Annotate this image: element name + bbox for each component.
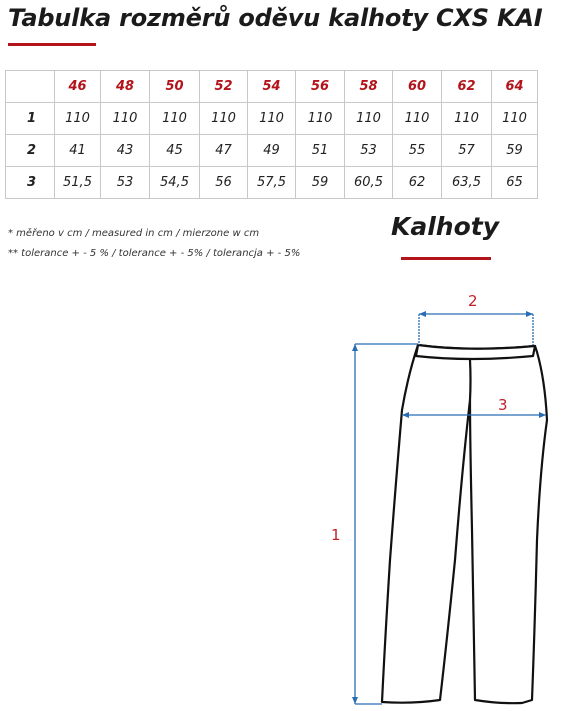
- table-cell: 55: [393, 135, 442, 167]
- size-header: 48: [101, 71, 150, 103]
- table-cell: 59: [296, 167, 345, 199]
- table-cell: 53: [345, 135, 393, 167]
- table-cell: 45: [150, 135, 200, 167]
- diagram-title: Kalhoty: [391, 212, 500, 241]
- table-cell: 110: [248, 103, 296, 135]
- size-header: 52: [200, 71, 248, 103]
- size-header: 46: [55, 71, 101, 103]
- size-header: 54: [248, 71, 296, 103]
- table-cell: 51: [296, 135, 345, 167]
- table-cell: 57,5: [248, 167, 296, 199]
- table-cell: 110: [492, 103, 538, 135]
- table-cell: 110: [150, 103, 200, 135]
- row-label: 1: [6, 103, 55, 135]
- table-cell: 110: [55, 103, 101, 135]
- pants-outline-icon: [382, 345, 547, 703]
- table-cell: 63,5: [442, 167, 492, 199]
- table-cell: 56: [200, 167, 248, 199]
- size-header: 62: [442, 71, 492, 103]
- label-hip: 3: [498, 396, 508, 414]
- table-cell: 53: [101, 167, 150, 199]
- table-cell: 110: [296, 103, 345, 135]
- measure-line-waist: [419, 311, 533, 345]
- table-cell: 110: [442, 103, 492, 135]
- table-cell: 51,5: [55, 167, 101, 199]
- table-cell: 43: [101, 135, 150, 167]
- measured-note: * měřeno v cm / measured in cm / mierzone w cm: [8, 228, 260, 239]
- table-cell: 62: [393, 167, 442, 199]
- row-label: 3: [6, 167, 55, 199]
- table-cell: 110: [200, 103, 248, 135]
- table-cell: 54,5: [150, 167, 200, 199]
- size-header: 56: [296, 71, 345, 103]
- table-cell: 49: [248, 135, 296, 167]
- size-header: 60: [393, 71, 442, 103]
- table-cell: 47: [200, 135, 248, 167]
- table-cell: 110: [345, 103, 393, 135]
- tolerance-note: ** tolerance + - 5 % / tolerance + - 5% / tolerancja + - 5%: [8, 248, 301, 259]
- page-title: Tabulka rozměrů oděvu kalhoty CXS KAI: [8, 4, 543, 32]
- table-cell: 110: [101, 103, 150, 135]
- size-header: 50: [150, 71, 200, 103]
- label-length: 1: [331, 526, 341, 544]
- row-label: 2: [6, 135, 55, 167]
- size-header: 64: [492, 71, 538, 103]
- table-cell: 41: [55, 135, 101, 167]
- table-cell: 59: [492, 135, 538, 167]
- table-cell: 60,5: [345, 167, 393, 199]
- table-cell: 57: [442, 135, 492, 167]
- table-cell: 110: [393, 103, 442, 135]
- size-header: 58: [345, 71, 393, 103]
- label-waist: 2: [468, 292, 478, 310]
- table-cell: 65: [492, 167, 538, 199]
